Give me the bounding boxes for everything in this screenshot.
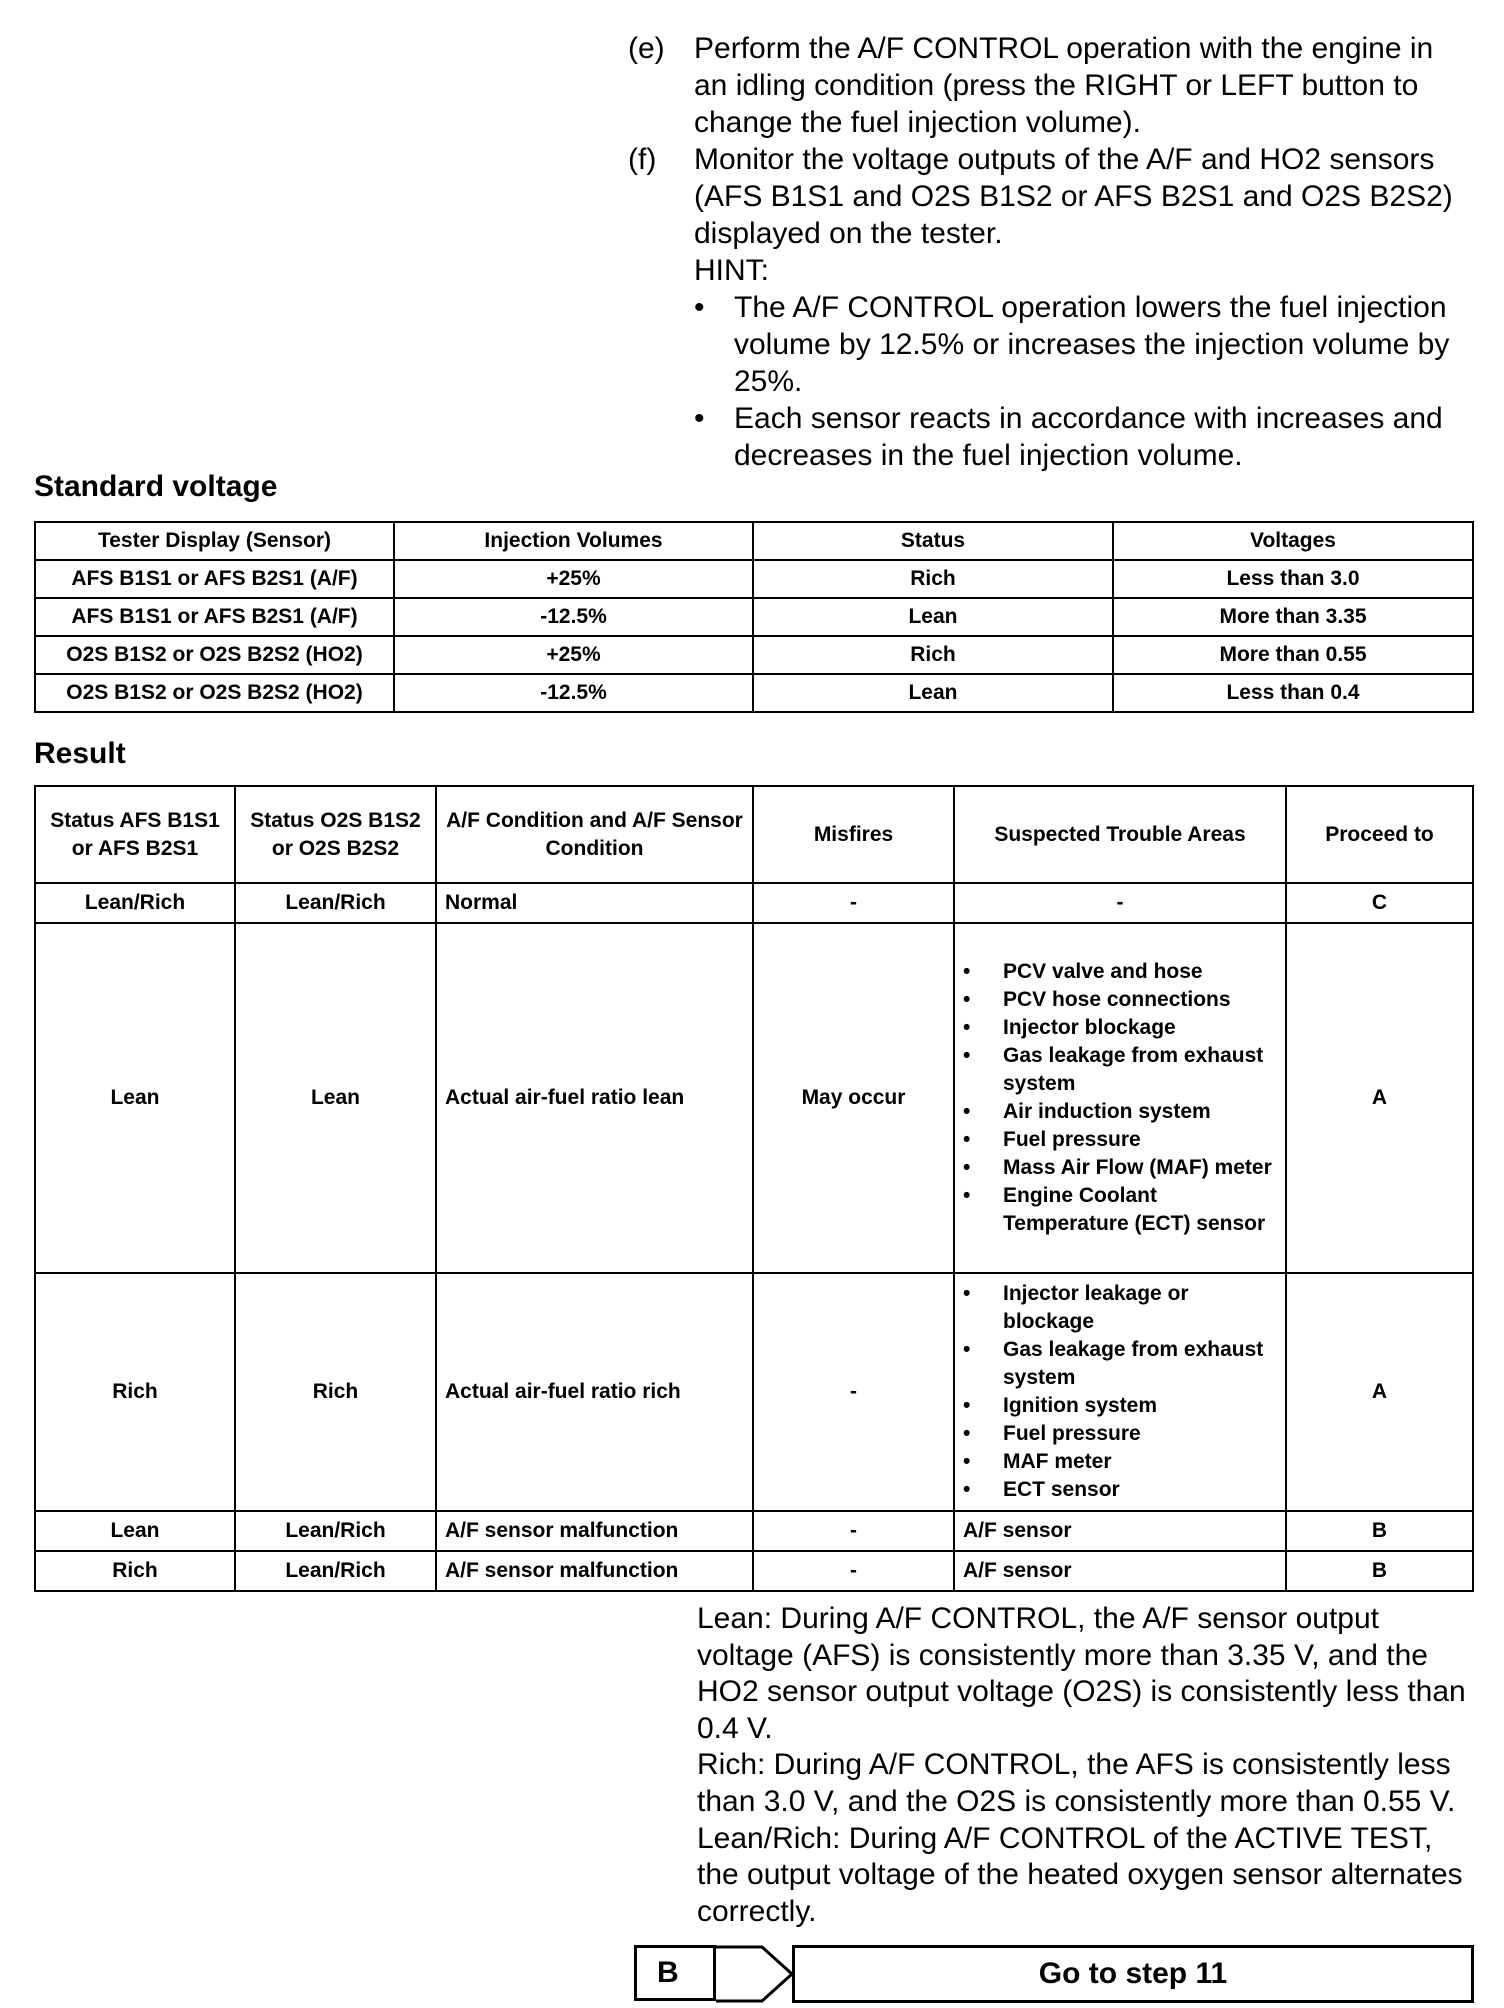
result-label-box: B (634, 1945, 716, 2001)
arrow-right-icon (714, 1941, 798, 2007)
procedure-steps (628, 30, 1468, 474)
hint-item: • The A/F CONTROL operation lowers the fuel injection volume by 12.5% or increases the injection volume by 25%. (694, 291, 1450, 398)
note-lean-rich: Lean/Rich: During A/F CONTROL of the ACTIVE TEST, the output voltage of the heated oxygen sensor alternates correctly. (697, 1821, 1463, 1928)
table-row: Rich Rich Actual air-fuel ratio rich - • Injector leakage or blockage • Gas leakage from exhaust system • Ignition system • Fuel pressure • MAF meter • ECT sensor A (35, 1273, 1473, 1511)
trouble-areas-list (963, 1280, 1277, 1504)
standard-voltage-heading: Standard voltage (34, 470, 278, 503)
list-item: • PCV hose connections (963, 988, 1231, 1011)
table-header-row (35, 522, 1473, 560)
table-row: O2S B1S2 or O2S B2S2 (HO2) -12.5% Lean Less than 0.4 (35, 674, 1473, 712)
table-row: Lean/Rich Lean/Rich Normal - - C (35, 883, 1473, 923)
step-text: Monitor the voltage outputs of the A/F and HO2 sensors (AFS B1S1 and O2S B1S2 or AFS B2S1 and O2S B2S2) displayed on the tester. (694, 143, 1453, 250)
step-e (628, 30, 1468, 141)
list-item: • Fuel pressure (963, 1422, 1141, 1445)
column-header: Status (753, 522, 1113, 560)
table-row: O2S B1S2 or O2S B2S2 (HO2) +25% Rich More than 0.55 (35, 636, 1473, 674)
list-item: • Injector leakage or blockage (963, 1282, 1189, 1333)
bullet: • (694, 291, 705, 324)
bullet: • (694, 402, 705, 435)
go-to-step-box[interactable]: Go to step 11 (792, 1945, 1474, 2003)
standard-voltage-table (34, 521, 1474, 713)
trouble-areas-list (963, 958, 1277, 1238)
list-item: • PCV valve and hose (963, 960, 1203, 983)
list-item: • Injector blockage (963, 1016, 1176, 1039)
step-text: Perform the A/F CONTROL operation with the engine in an idling condition (press the RIGHT or LEFT button to change the fuel injection volume). (694, 32, 1434, 139)
hint-title: HINT: (694, 254, 769, 287)
note-lean: Lean: During A/F CONTROL, the A/F sensor output voltage (AFS) is consistently more than 3.35 V, and the HO2 sensor output voltage (O2S) is consistently less than 0.4 V. (697, 1602, 1466, 1745)
column-header: Status O2S B1S2 or O2S B2S2 (235, 786, 436, 883)
column-header: Suspected Trouble Areas (954, 786, 1286, 883)
column-header: A/F Condition and A/F Sensor Condition (436, 786, 753, 883)
list-item: • Engine Coolant Temperature (ECT) sensor (963, 1184, 1266, 1235)
table-row: AFS B1S1 or AFS B2S1 (A/F) +25% Rich Less than 3.0 (35, 560, 1473, 598)
table-header-row (35, 786, 1473, 883)
list-item: • ECT sensor (963, 1478, 1120, 1501)
step-f (628, 141, 1468, 474)
column-header: Injection Volumes (394, 522, 753, 560)
list-item: • Ignition system (963, 1394, 1158, 1417)
table-row: Lean Lean/Rich A/F sensor malfunction - A/F sensor B (35, 1511, 1473, 1551)
list-item: • Fuel pressure (963, 1128, 1141, 1151)
column-header: Status AFS B1S1 or AFS B2S1 (35, 786, 235, 883)
column-header: Proceed to (1286, 786, 1473, 883)
result-notes (697, 1601, 1477, 1930)
column-header: Tester Display (Sensor) (35, 522, 394, 560)
table-row: AFS B1S1 or AFS B2S1 (A/F) -12.5% Lean More than 3.35 (35, 598, 1473, 636)
list-item: • Gas leakage from exhaust system (963, 1338, 1264, 1389)
table-row: Rich Lean/Rich A/F sensor malfunction - A/F sensor B (35, 1551, 1473, 1591)
list-item: • Mass Air Flow (MAF) meter (963, 1156, 1272, 1179)
result-table (34, 785, 1474, 1592)
list-item: • MAF meter (963, 1450, 1112, 1473)
step-label: (f) (628, 143, 657, 176)
hint-item: • Each sensor reacts in accordance with increases and decreases in the fuel injection volume. (694, 402, 1443, 472)
list-item: • Air induction system (963, 1100, 1211, 1123)
result-heading: Result (34, 737, 126, 770)
table-row: Lean Lean Actual air-fuel ratio lean May occur • PCV valve and hose • PCV hose connections • Injector blockage • Gas leakage from exhaust system • Air induction system • Fuel pressure • Mass Air Flow (MAF) meter • Engine Coolant Temperature (ECT) sensor A (35, 923, 1473, 1273)
column-header: Voltages (1113, 522, 1473, 560)
note-rich: Rich: During A/F CONTROL, the AFS is consistently less than 3.0 V, and the O2S is consistently more than 0.55 V. (697, 1748, 1456, 1818)
list-item: • Gas leakage from exhaust system (963, 1044, 1264, 1095)
step-label: (e) (628, 32, 665, 65)
column-header: Misfires (753, 786, 954, 883)
